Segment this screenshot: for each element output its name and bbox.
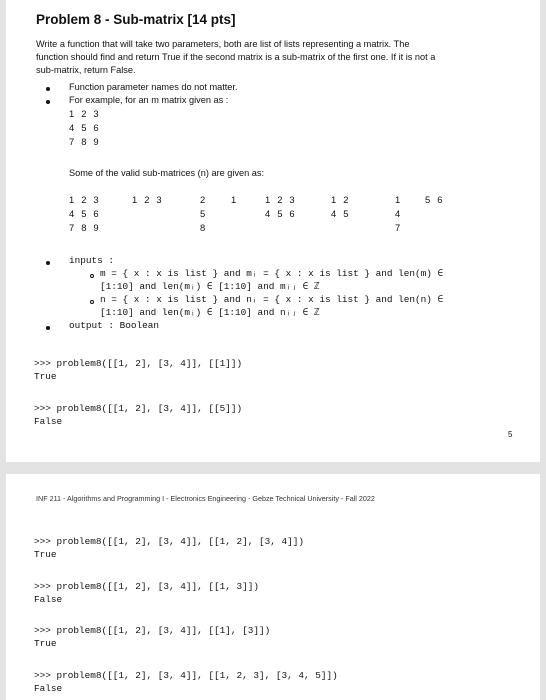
submatrix-g-row-3: 7 xyxy=(395,222,403,233)
submatrix-h-row-1: 5 6 xyxy=(425,194,445,205)
valid-submatrices-intro: Some of the valid sub-matrices (n) are given as: xyxy=(69,168,265,178)
problem-title: Problem 8 - Sub-matrix [14 pts] xyxy=(36,12,236,27)
m-matrix-row-1: 1 2 3 xyxy=(69,108,101,119)
spec-m-line-2: [1:10] and len(mᵢ) ∈ [1:10] and mᵢⱼ ∈ ℤ xyxy=(100,281,320,292)
description-line-3: sub-matrix, return False. xyxy=(36,65,136,75)
output-spec: output : Boolean xyxy=(69,320,160,331)
example-call: >>> problem8([[1, 2], [3, 4]], [[1, 2], [3, 4]]) xyxy=(34,536,305,547)
submatrix-g-row-1: 1 xyxy=(395,194,403,205)
example-call: >>> problem8([[1, 2], [3, 4]], [[5]]) xyxy=(34,403,243,414)
submatrix-b-row-1: 1 2 3 xyxy=(132,194,164,205)
example-result: False xyxy=(34,416,63,427)
example-result: True xyxy=(34,549,57,560)
submatrix-e-row-1: 1 2 3 xyxy=(265,194,297,205)
spec-n-line-2: [1:10] and len(mᵢ) ∈ [1:10] and nᵢⱼ ∈ ℤ xyxy=(100,307,320,318)
submatrix-a-row-3: 7 8 9 xyxy=(69,222,101,233)
submatrix-a-row-2: 4 5 6 xyxy=(69,208,101,219)
document-page-1 xyxy=(6,0,540,462)
example-result: False xyxy=(34,594,63,605)
spec-m-line-1: m = { x : x is list } and mᵢ = { x : x is list } and len(m) ∈ xyxy=(100,268,444,279)
circle-bullet-icon xyxy=(90,300,94,304)
bullet-icon xyxy=(46,87,50,91)
m-matrix-row-3: 7 8 9 xyxy=(69,136,101,147)
circle-bullet-icon xyxy=(90,274,94,278)
submatrix-c-row-3: 8 xyxy=(200,222,208,233)
example-result: True xyxy=(34,638,57,649)
submatrix-d-row-1: 1 xyxy=(231,194,239,205)
inputs-label: inputs : xyxy=(69,255,115,266)
submatrix-f-row-1: 1 2 xyxy=(331,194,351,205)
bullet-icon xyxy=(46,326,50,330)
example-call: >>> problem8([[1, 2], [3, 4]], [[1, 2, 3], [3, 4, 5]]) xyxy=(34,670,338,681)
bullet-parameter-names: Function parameter names do not matter. xyxy=(69,82,238,92)
submatrix-c-row-1: 2 xyxy=(200,194,208,205)
course-footer: INF 211 - Algorithms and Programming I - Electronics Engineering - Gebze Technical University - Fall 2022 xyxy=(36,494,375,503)
example-call: >>> problem8([[1, 2], [3, 4]], [[1]]) xyxy=(34,358,243,369)
document-page-2 xyxy=(6,474,540,700)
submatrix-f-row-2: 4 5 xyxy=(331,208,351,219)
submatrix-a-row-1: 1 2 3 xyxy=(69,194,101,205)
example-result: False xyxy=(34,683,63,694)
m-matrix-row-2: 4 5 6 xyxy=(69,122,101,133)
submatrix-c-row-2: 5 xyxy=(200,208,208,219)
bullet-icon xyxy=(46,100,50,104)
submatrix-g-row-2: 4 xyxy=(395,208,403,219)
bullet-example-intro: For example, for an m matrix given as : xyxy=(69,95,229,105)
example-call: >>> problem8([[1, 2], [3, 4]], [[1, 3]]) xyxy=(34,581,260,592)
submatrix-e-row-2: 4 5 6 xyxy=(265,208,297,219)
example-call: >>> problem8([[1, 2], [3, 4]], [[1], [3]]) xyxy=(34,625,271,636)
page-number: 5 xyxy=(508,430,513,439)
bullet-icon xyxy=(46,261,50,265)
example-result: True xyxy=(34,371,57,382)
description-line-2: function should find and return True if the second matrix is a sub-matrix of the first one. If it is not a xyxy=(36,52,436,62)
spec-n-line-1: n = { x : x is list } and nᵢ = { x : x is list } and len(n) ∈ xyxy=(100,294,444,305)
description-line-1: Write a function that will take two parameters, both are list of lists representing a matrix. The xyxy=(36,39,410,49)
